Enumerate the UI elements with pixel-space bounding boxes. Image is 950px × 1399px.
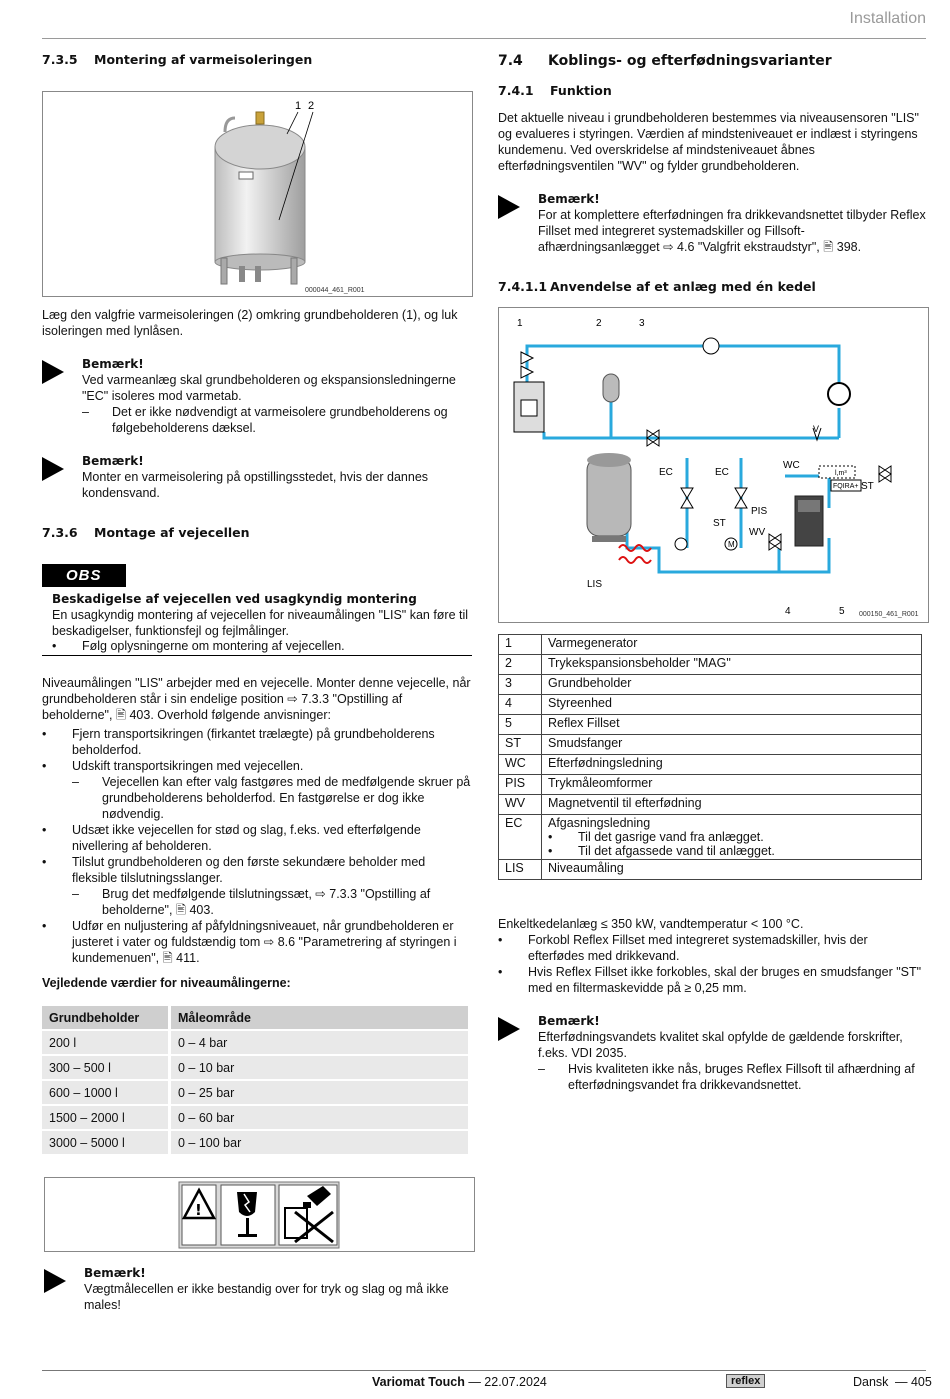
table-header-row xyxy=(42,1006,468,1029)
no-painting-icon xyxy=(279,1185,337,1245)
list-subitem: – Vejecellen kan efter valg fastgøres med de medfølgende skruer på grundbeholderens beholderfod. En fastgørelse er dog ikke nødvendig. xyxy=(72,775,471,821)
expansion-vessel-mag xyxy=(603,374,619,402)
table-row: ST Smudsfanger xyxy=(499,735,922,755)
note-text: For at komplettere efterfødningen fra drikkevandsnettet tilbyder Reflex Fillset med integreret systemadskiller og Fillsoft-afhærdningsanlægget ⇨ 4.6 "Valgfrit ekstraudstyr", 🖹 398. xyxy=(538,208,926,254)
note-arrow-icon xyxy=(42,360,64,384)
tank-illustration xyxy=(43,92,472,296)
note-arrow-icon xyxy=(498,195,520,219)
loadcell-bullet-list xyxy=(42,726,472,966)
footer-divider xyxy=(42,1370,926,1371)
table-row: 3 Grundbeholder xyxy=(499,675,922,695)
list-item: • Udskift transportsikringen med vejecellen. xyxy=(42,759,304,773)
table-header: Grundbeholder xyxy=(42,1006,168,1029)
note-dash-text: Det er ikke nødvendigt at varmeisolere grundbeholderens og følgebeholderens dæksel. xyxy=(112,405,448,435)
dash-marker: – xyxy=(538,1062,545,1076)
note-text: Vægtmålecellen er ikke bestandig over for tryk og slag og må ikke males! xyxy=(84,1282,449,1312)
primary-vessel xyxy=(587,453,651,563)
note-text: Ved varmeanlæg skal grundbeholderen og ekspansionsledningerne "EC" isoleres mod varmetab. xyxy=(82,373,456,403)
note-dash-text: Hvis kvaliteten ikke nås, bruges Reflex Fillsoft til afhærdning af efterfødningsvandet fra drikkevandsnettet. xyxy=(568,1062,915,1092)
obs-badge: OBS xyxy=(42,564,126,587)
list-item: • Forkobl Reflex Fillset med integreret systemadskiller, hvis der efterfødes med drikkevand. xyxy=(498,933,868,963)
schematic-label-5: 5 xyxy=(839,606,845,617)
list-item: • Fjern transportsikringen (firkantet trælægte) på grundbeholderens beholderfod. xyxy=(42,727,435,757)
schematic-label-wc: WC xyxy=(783,460,800,471)
table-header: Måleområde xyxy=(171,1006,468,1029)
note-water-quality xyxy=(498,1013,926,1093)
schematic-label-4: 4 xyxy=(785,606,791,617)
list-subitem: – Brug det medfølgende tilslutningssæt, ⇨ 7.3.3 "Opstilling af beholderne", 🖹 403. xyxy=(72,887,431,917)
fig1-label-2: 2 xyxy=(308,100,315,112)
note-loadcell-paint xyxy=(44,1265,474,1313)
list-item: • Tilslut grundbeholderen og den første sekundære beholder med fleksible tilslutningsslanger. xyxy=(42,855,426,885)
schematic-label-ec-2: EC xyxy=(715,467,729,478)
bullet-marker: • xyxy=(52,639,57,653)
table-row: LIS Niveaumåling xyxy=(499,860,922,880)
table-row: 1500 – 2000 l 0 – 60 bar xyxy=(42,1106,468,1129)
note-condensation xyxy=(42,453,472,501)
schematic-label-v: V xyxy=(813,424,820,434)
footer-brand-logo: reflex xyxy=(726,1374,765,1388)
note-arrow-icon xyxy=(44,1269,66,1293)
table-title: Vejledende værdier for niveaumålingerne: xyxy=(42,976,291,990)
schematic-label-st-2: ST xyxy=(861,481,874,492)
schematic-label-ec-1: EC xyxy=(659,467,673,478)
table-row: WC Efterfødningsledning xyxy=(499,755,922,775)
obs-bullet: Følg oplysningerne om montering af vejecellen. xyxy=(82,639,345,653)
para-function: Det aktuelle niveau i grundbeholderen bestemmes via niveausensoren "LIS" og evalueres i styringen. Værdien af mindsteniveauet er indlæst i styringens kundemenu. Ved overskridelse af mindsteniveauet åbnes efterfødningsventilen "WV" og fylder grundbeholderen. xyxy=(498,111,919,173)
heading-7-3-6: 7.3.6 Montage af vejecellen xyxy=(42,525,250,540)
obs-divider xyxy=(42,655,472,656)
para-insulation: Læg den valgfrie varmeisoleringen (2) omkring grundbeholderen (1), og luk isoleringen med lynlåsen. xyxy=(42,308,458,338)
table-row: 1 Varmegenerator xyxy=(499,635,922,655)
header-section-title: Installation xyxy=(849,10,926,27)
level-range-table xyxy=(42,1004,468,1156)
note-title: Bemærk! xyxy=(538,192,600,206)
list-item: • Udfør en nuljustering af påfyldningsniveauet, når grundbeholderen er justeret i vater og fuldstændig tom ⇨ 8.6 "Parametrering af styringen i kundemenuen", 🖹 411. xyxy=(42,919,457,965)
table-row: 600 – 1000 l 0 – 25 bar xyxy=(42,1081,468,1104)
note-title: Bemærk! xyxy=(538,1014,600,1028)
table-row: PIS Trykmåleomformer xyxy=(499,775,922,795)
schematic-label-wv: WV xyxy=(749,527,766,538)
fig2-code: 000150_461_R001 xyxy=(859,611,919,618)
schematic-legend-table xyxy=(498,634,922,880)
table-row: 2 Trykekspansionsbeholder "MAG" xyxy=(499,655,922,675)
svg-text:!: ! xyxy=(195,1201,202,1219)
table-row: 300 – 500 l 0 – 10 bar xyxy=(42,1056,468,1079)
schematic-label-1: 1 xyxy=(517,318,523,329)
schematic-label-lis: LIS xyxy=(587,579,603,590)
footer-page-number: — 405 xyxy=(895,1375,932,1389)
table-row: 200 l 0 – 4 bar xyxy=(42,1031,468,1054)
note-title: Bemærk! xyxy=(84,1266,146,1280)
single-boiler-conditions: Enkeltkedelanlæg ≤ 350 kW, vandtemperatur < 100 °C. • Forkobl Reflex Fillset med integreret systemadskiller, hvis der efterfødes med drikkevand. • Hvis Reflex Fillset ikke forkobles, skal der bruges en smudsfanger "ST" med en filtermaskevidde på ≥ 0,25 mm. xyxy=(498,916,926,996)
schematic-label-fqira: FQIRA+ xyxy=(833,483,859,490)
dash-marker: – xyxy=(82,405,89,419)
para-loadcell: Niveaumålingen "LIS" arbejder med en vejecelle. Monter denne vejecelle, når grundbeholderen står i sin endelige position ⇨ 7.3.3 "Opstilling af beholderne", 🖹 403. Overhold følgende anvisninger: xyxy=(42,676,471,722)
obs-title: Beskadigelse af vejecellen ved usagkyndig montering xyxy=(52,592,417,606)
control-unit xyxy=(795,496,823,546)
table-row: 4 Styreenhed xyxy=(499,695,922,715)
schematic-label-meter: l,m³ xyxy=(835,470,847,477)
schematic-label-2: 2 xyxy=(596,318,602,329)
note-arrow-icon xyxy=(498,1017,520,1041)
table-row: EC Afgasningsledning • Til det gasrige vand fra anlægget. • Til det afgassede vand til anlægget. xyxy=(499,815,922,860)
note-arrow-icon xyxy=(42,457,64,481)
schematic-label-pis: PIS xyxy=(751,506,768,517)
warning-triangle-icon xyxy=(182,1185,216,1245)
component-symbols xyxy=(514,338,891,550)
note-fillset xyxy=(498,191,926,255)
fig1-label-1: 1 xyxy=(295,100,302,112)
note-text: Monter en varmeisolering på opstillingsstedet, hvis der dannes kondensvand. xyxy=(82,470,429,500)
obs-warning-block xyxy=(42,564,472,656)
schematic-label-st-1: ST xyxy=(713,518,726,529)
figure-insulated-tank xyxy=(42,91,473,297)
header-divider xyxy=(42,38,926,39)
heading-7-4: 7.4 Koblings- og efterfødningsvarianter xyxy=(498,53,832,69)
list-item: • Hvis Reflex Fillset ikke forkobles, skal der bruges en smudsfanger "ST" med en filtermaskevidde på ≥ 0,25 mm. xyxy=(498,965,922,995)
fragile-glass-icon xyxy=(221,1185,275,1245)
note-title: Bemærk! xyxy=(82,357,144,371)
note-insulation-ec xyxy=(42,356,472,436)
table-row: WV Magnetventil til efterfødning xyxy=(499,795,922,815)
note-title: Bemærk! xyxy=(82,454,144,468)
fig1-code: 000044_461_R001 xyxy=(305,287,365,294)
table-row: 3000 – 5000 l 0 – 100 bar xyxy=(42,1131,468,1154)
note-text: Efterfødningsvandets kvalitet skal opfylde de gældende forskrifter, f.eks. VDI 2035. xyxy=(538,1030,903,1060)
list-item: • Udsæt ikke vejecellen for stød og slag, f.eks. ved efterfølgende nivellering af beholderen. xyxy=(42,823,421,853)
footer-language: Dansk xyxy=(853,1375,889,1389)
schematic-label-3: 3 xyxy=(639,318,645,329)
heading-7-4-1-1: 7.4.1.1 Anvendelse af et anlæg med én kedel xyxy=(498,279,816,294)
schematic-label-m: M xyxy=(728,540,735,549)
obs-text: En usagkyndig montering af vejecellen for niveaumålingen "LIS" kan føre til beskadigelser, funktionsfejl og fejlmålinger. xyxy=(52,608,469,638)
heading-7-4-1: 7.4.1 Funktion xyxy=(498,83,612,98)
table-row: 5 Reflex Fillset xyxy=(499,715,922,735)
figure-warning-symbols xyxy=(44,1177,475,1252)
figure-single-boiler-schematic xyxy=(498,307,929,623)
heading-7-3-5: 7.3.5 Montering af varmeisoleringen xyxy=(42,52,313,67)
footer-product: Variomat Touch — 22.07.2024 xyxy=(372,1375,547,1389)
